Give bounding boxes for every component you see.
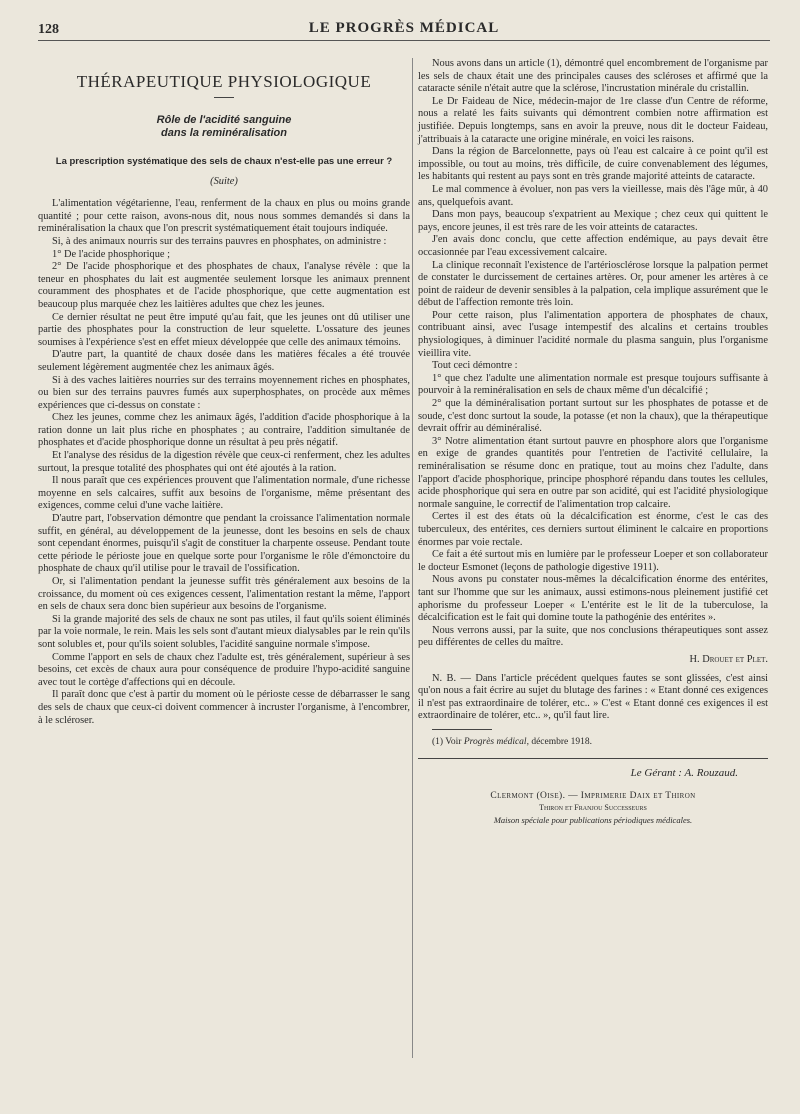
article-subtitle: La prescription systématique des sels de chaux n'est-elle pas une erreur ? — [55, 155, 393, 167]
running-head — [38, 18, 770, 41]
gerant-line: Le Gérant : A. Rouzaud. — [630, 767, 738, 780]
gerant-rule — [418, 758, 768, 759]
paragraph: D'autre part, l'observation démontre que pendant la croissance l'alimentation normale suffit, en général, au développement de la jeunesse, dont les besoins en sels de chaux sont cependant énormes, puisqu'il s'agit de constituer la charpente osseuse. Pendant toute cette période le périoste joue en quelque sorte pour l'organisme le rôle d'émonctoire du phosphate de chaux qu'il utilise pour le travail de l'ossification. — [38, 513, 410, 575]
paragraph: 1° que chez l'adulte une alimentation normale est presque toujours suffisante à pourvoir à la reminéralisation en sels de chaux même d'un décalcifié ; — [418, 372, 768, 397]
paragraph: Chez les jeunes, comme chez les animaux âgés, l'addition d'acide phosphorique à la ration donne un lait plus riche en phosphates ; au contraire, l'addition simultanée de phosphates et d'acide phosphorique donne un résultat à peu près négatif. — [38, 412, 410, 449]
paragraph: Comme l'apport en sels de chaux chez l'adulte est, très généralement, supérieur à ses besoins, cet excès de chaux aura pour conséquence de produire l'hypo-acidité sanguine avec tout le cortège d'affections qui en découle. — [38, 651, 410, 688]
paragraph: L'alimentation végétarienne, l'eau, renferment de la chaux en plus ou moins grande quantité ; pour cette raison, avons-nous dit, nous nous sommes demandés si dans la reminéralisation la chaux que l'on prescrit systématiquement était toujours indiquée. — [38, 198, 410, 235]
footnote-journal: Progrès médical, — [463, 736, 529, 747]
title-rule — [214, 97, 234, 98]
paragraph: Ce dernier résultat ne peut être imputé qu'au fait, que les jeunes ont dû utiliser une partie des phosphates pour la construction de leur squelette. L'ossature des jeunes soumises à l'expérience s'est en effet mieux développée que celle des animaux témoins. — [38, 311, 410, 348]
page-number: 128 — [38, 22, 59, 37]
article-title-line-2: dans la reminéralisation — [161, 126, 287, 139]
authors-signature: H. Drouet et Plet. — [689, 653, 768, 665]
left-column — [38, 58, 410, 727]
article-title-line-1: Rôle de l'acidité sanguine — [156, 113, 292, 126]
paragraph: Nous avons dans un article (1), démontré quel encombrement de l'organisme par les sels de chaux était une des principales causes des scléroses et affirmé que la cataracte sénile n'était autre que la sclérose, l'incrustation minérale du cristallin. — [418, 58, 768, 95]
paragraph: Il nous paraît que ces expériences prouvent que l'alimentation normale, d'une richesse moyenne en sels calcaires, suffit aux besoins de l'organisme, même présentant des exigences, comme celui d'une vache laitière. — [38, 475, 410, 512]
paragraph: Pour cette raison, plus l'alimentation apportera de phosphates de chaux, contribuant ainsi, avec l'usage intempestif des alcalins et certains troubles physiologiques, à diminuer l'acidité normale du plasma sanguin, plus l'organisme vieillira vite. — [418, 309, 768, 359]
paragraph: Et l'analyse des résidus de la digestion révèle que ceux-ci renferment, chez les adultes surtout, la presque totalité des phosphates qui ont été ajoutés à la ration. — [38, 450, 410, 474]
paragraph: D'autre part, la quantité de chaux dosée dans les matières fécales a été trouvée seulement légèrement augmentée chez les animaux âgés. — [38, 349, 410, 373]
column-divider — [412, 58, 413, 1058]
paragraph: 2° De l'acide phosphorique et des phosphates de chaux, l'analyse révèle : que la teneur en phosphates du lait est augmentée seulement lorsque les animaux prennent couramment des phosphates et de l'acide phosphorique, que cette augmentation est beaucoup plus marquée chez les laitières adultes que chez les jeunes. — [38, 261, 410, 310]
paragraph: Dans la région de Barcelonnette, pays où l'eau est calcaire à ce point qu'il est impossible, ou tout au moins, très difficile, de cuire convenablement des légumes, les habitants qui restent au pays sont en très grande majorité atteints de cataracte. — [418, 146, 768, 183]
paragraph: 1° De l'acide phosphorique ; — [52, 248, 170, 260]
paragraph: Si la grande majorité des sels de chaux ne sont pas utiles, il faut qu'ils soient éliminés par la voie normale, le rein. Mais les sels sont d'autant mieux dialysables par le rein qu'ils sont solubles et, pour qu'ils soient solubles, l'acidité sanguine normale s'impose. — [38, 613, 410, 650]
paragraph: Il paraît donc que c'est à partir du moment où le périoste cesse de débarrasser le sang des sels de chaux que ceux-ci doivent commencer à incruster l'organisme, à l'encombrer, à le scléroser. — [38, 689, 410, 726]
paragraph: Si, à des animaux nourris sur des terrains pauvres en phosphates, on administre : — [52, 235, 387, 247]
paragraph: Si à des vaches laitières nourries sur des terrains moyennement riches en phosphates, ou bien sur des terrains pauvres fumés aux superphosphates, on procède aux mêmes expériences que ci-dessus on constate : — [38, 374, 410, 411]
article-title — [38, 114, 410, 140]
paragraph: Tout ceci démontre : — [432, 360, 518, 372]
paragraph: J'en avais donc conclu, que cette affection endémique, au pays devait être occasionnée par l'eau excessivement calcaire. — [418, 234, 768, 258]
printer-name: Clermont (Oise). — Imprimerie Daix et Thiron — [490, 791, 696, 802]
right-column — [418, 58, 768, 826]
footnote-date: décembre 1918. — [531, 736, 592, 747]
paragraph: La clinique reconnaît l'existence de l'artériosclérose lorsque la palpation permet de constater le durcissement de certaines artères. Or, pour amener les artères à ce point de raideur de devenir sensibles à la palpation, cela implique assurément que le début de l'affection remonte très loin. — [418, 259, 768, 309]
paragraph: Certes il est des états où la décalcification est énorme, c'est le cas des tuberculeux, des entérites, ces derniers surtout éliminent le calcaire en proportions énormes par voie rectale. — [418, 511, 768, 548]
suite-label: (Suite) — [210, 175, 238, 187]
nota-bene: N. B. — Dans l'article précédent quelques fautes se sont glissées, c'est ainsi qu'on nous a fait écrire au sujet du blutage des farines : « Etant donné ces exigences il n'est pas extraordinaire de tolérer, etc.. » C'est « Etant donné ces exigences il est extraordinaire de tolérer, etc.. », qu'il faut lire. — [418, 672, 768, 722]
section-title: THÉRAPEUTIQUE PHYSIOLOGIQUE — [76, 72, 372, 91]
printer-imprint — [418, 790, 768, 826]
paragraph: 2° que la déminéralisation portant surtout sur les phosphates de potasse et de soude, c'est donc surtout la soude, la potasse (et non la chaux), que la thérapeutique devrait offrir au déminéralisé. — [418, 398, 768, 435]
footnote-prefix: (1) Voir — [432, 736, 462, 747]
printer-specialty: Maison spéciale pour publications périodiques médicales. — [493, 815, 693, 826]
paragraph: Ce fait a été surtout mis en lumière par le professeur Loeper et son collaborateur le docteur Esmonet (leçons de pathologie digestive 1911). — [418, 549, 768, 573]
paragraph: Nous verrons aussi, par la suite, que nos conclusions thérapeutiques sont assez peu différentes de celles du maître. — [418, 624, 768, 649]
paragraph: 3° Notre alimentation étant surtout pauvre en phosphore alors que l'organisme en exige de grandes quantités pour l'entretien de l'activité cellulaire, la reminéralisation se résume donc en pratique, tout au moins chez l'adulte, dans l'apport d'acide phosphorique, principe phosphoré répandu dans toutes les cellules, acide phosphorique qui sera en outre par son acidité, qui est l'acidité physiologique normale sanguine, le correctif de l'alimentation trop calcaire. — [418, 435, 768, 510]
paragraph: Nous avons pu constater nous-mêmes la décalcification énorme des entérites, tant sur l'homme que sur les animaux, aussi estimons-nous pleinement justifié cet aphorisme du professeur Loeper « L'entérite est le lit de la tuberculose, la décalcification est le fait qui domine toute la pathogénie des entérites ». — [418, 574, 768, 624]
footnote-rule — [432, 729, 492, 730]
footnote — [418, 736, 768, 749]
printer-successors: Thiron et Franjou Successeurs — [539, 803, 647, 813]
paragraph: Or, si l'alimentation pendant la jeunesse suffit très généralement aux besoins de la croissance, du moment où ces exigences cessent, l'alimentation restant la même, l'apport en sels de chaux sera donc bien supérieur aux besoins de l'organisme. — [38, 576, 410, 613]
paragraph: Le mal commence à évoluer, non pas vers la vieillesse, mais dès l'âge mûr, à 40 ans, quelquefois avant. — [418, 183, 768, 208]
journal-title: LE PROGRÈS MÉDICAL — [308, 20, 500, 36]
paragraph: Le Dr Faideau de Nice, médecin-major de 1re classe d'un Centre de réforme, nous a relaté les faits suivants qui démontrent combien notre affirmation est justifiée. Depuis longtemps, sans en avoir la preuve, nous dit le docteur Faideau, j'attribuais à la cataracte une origine minérale, en voici les raisons. — [418, 95, 768, 145]
paragraph: Dans mon pays, beaucoup s'expatrient au Mexique ; chez ceux qui quittent le pays, encore jeunes, il est très rare de les voir atteints de cataractes. — [418, 209, 768, 233]
